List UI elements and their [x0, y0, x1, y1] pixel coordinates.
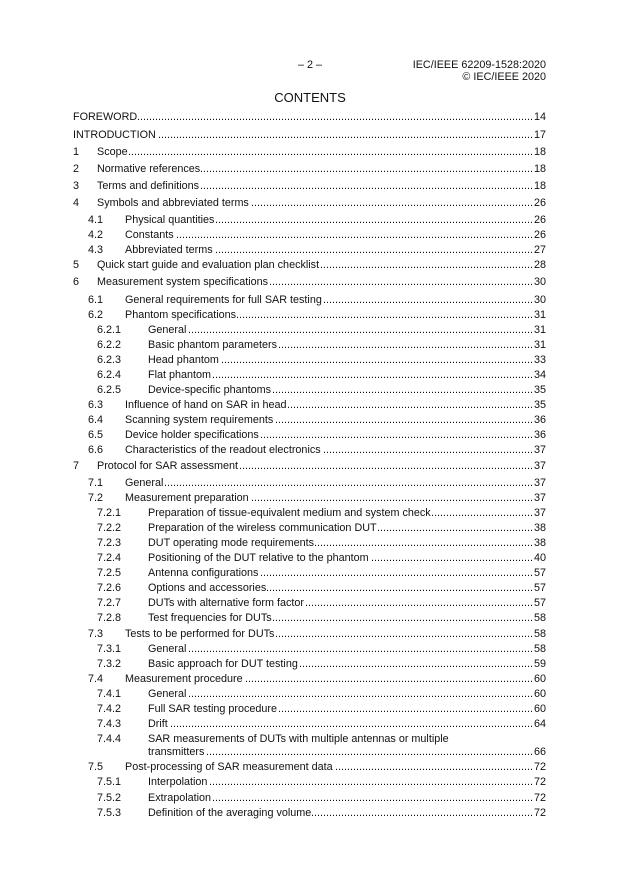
toc-entry-number: 7.3 [88, 627, 104, 640]
toc-entry-page: 36 [533, 429, 546, 442]
toc-entry-title: Symbols and abbreviated terms [97, 196, 249, 209]
toc-leader-dots [148, 643, 533, 656]
toc-leader-dots [97, 146, 533, 159]
toc-entry[interactable] [73, 398, 546, 413]
toc-entry-page: 57 [533, 597, 546, 610]
toc-entry-title: Antenna configurations [148, 567, 259, 580]
document-identifier: IEC/IEEE 62209-1528:2020 [412, 59, 546, 71]
toc-entry[interactable] [73, 353, 546, 368]
toc-entry-number: 6.2.2 [97, 338, 122, 351]
toc-entry-page: 26 [533, 196, 546, 209]
toc-entry-number: 6.2.5 [97, 384, 122, 397]
toc-entry-title: DUTs with alternative form factor [148, 597, 305, 610]
toc-entry[interactable] [73, 657, 546, 672]
toc-entry-page: 38 [533, 521, 546, 534]
toc-entry[interactable] [73, 806, 546, 821]
toc-entry-page: 64 [533, 718, 546, 731]
toc-entry-title: General [125, 476, 164, 489]
toc-entry-page: 37 [533, 491, 546, 504]
toc-entry-body [125, 492, 546, 505]
toc-entry-title: General [148, 687, 187, 700]
toc-entry-number: 7.4 [88, 672, 104, 685]
toc-entry-body [73, 111, 546, 124]
toc-entry-body [148, 354, 546, 367]
toc-entry-title: Positioning of the DUT relative to the phantom [148, 552, 369, 565]
toc-entry-number: 7.5 [88, 761, 104, 774]
toc-entry[interactable] [73, 536, 546, 551]
toc-entry[interactable] [73, 258, 546, 273]
toc-entry[interactable] [73, 308, 546, 323]
toc-entry-number: 7.3.1 [97, 642, 122, 655]
toc-entry[interactable] [73, 476, 546, 491]
toc-entry-number: 7.5.2 [97, 791, 122, 804]
toc-entry[interactable] [73, 338, 546, 353]
toc-entry[interactable] [73, 110, 546, 125]
toc-entry-body [148, 324, 546, 337]
toc-entry-title: Normative references [97, 162, 201, 175]
toc-entry-body [148, 597, 546, 610]
toc-entry-page: 37 [533, 506, 546, 519]
toc-entry-body [125, 244, 546, 257]
toc-entry-title: Basic approach for DUT testing [148, 657, 298, 670]
header-right-block [413, 59, 546, 83]
toc-entry-body [97, 146, 546, 159]
toc-leader-dots [125, 229, 533, 242]
toc-entry-number: 5 [73, 259, 80, 272]
toc-entry-number: 4.1 [88, 214, 104, 227]
toc-entry-body [97, 163, 546, 176]
toc-entry-number: 7.4.3 [97, 718, 122, 731]
toc-entry-body [148, 612, 546, 625]
toc-entry-page: 66 [533, 746, 546, 759]
toc-entry[interactable] [73, 383, 546, 398]
toc-entry-title: Phantom specifications [125, 308, 237, 321]
toc-entry-body [97, 460, 546, 473]
toc-entry[interactable] [73, 506, 546, 521]
toc-entry[interactable] [73, 702, 546, 717]
toc-entry-title: Measurement system specifications [97, 276, 269, 289]
toc-entry-body [148, 643, 546, 656]
toc-leader-dots [148, 746, 533, 759]
toc-entry-title: Device holder specifications [125, 429, 259, 442]
toc-entry[interactable] [73, 413, 546, 428]
toc-entry[interactable] [73, 292, 546, 307]
toc-entry-page: 33 [533, 353, 546, 366]
toc-entry-number: 7.4.1 [97, 687, 122, 700]
toc-entry-page: 18 [533, 162, 546, 175]
toc-entry-page: 26 [533, 214, 546, 227]
toc-entry[interactable] [73, 323, 546, 338]
toc-entry-title: Definition of the averaging volume [148, 806, 312, 819]
toc-entry[interactable] [73, 243, 546, 258]
toc-entry-title: INTRODUCTION [73, 128, 156, 141]
toc-entry-page: 14 [533, 111, 546, 124]
toc-entry-page: 72 [533, 806, 546, 819]
toc-entry-title: General [148, 323, 187, 336]
toc-entry-title: Basic phantom parameters [148, 338, 278, 351]
toc-entry-number: 4.2 [88, 229, 104, 242]
toc-entry-body [148, 552, 546, 565]
toc-entry-body [148, 522, 546, 535]
toc-entry[interactable] [73, 491, 546, 506]
toc-entry-page: 37 [533, 459, 546, 472]
toc-entry-page: 31 [533, 308, 546, 321]
toc-entry[interactable] [73, 145, 546, 160]
toc-entry[interactable] [73, 213, 546, 228]
toc-entry[interactable] [73, 443, 546, 458]
toc-entry[interactable] [73, 581, 546, 596]
toc-leader-dots [125, 477, 533, 490]
toc-entry-body [125, 294, 546, 307]
toc-entry-number: 7.2 [88, 491, 104, 504]
toc-entry-number: 7 [73, 459, 80, 472]
toc-entry-body [125, 214, 546, 227]
toc-leader-dots [148, 718, 533, 731]
toc-entry[interactable] [73, 196, 546, 211]
toc-entry-page: 40 [533, 552, 546, 565]
toc-entry-page: 17 [533, 128, 546, 141]
toc-entry-number: 6.1 [88, 293, 104, 306]
toc-entry-number: 7.5.1 [97, 776, 122, 789]
toc-entry-page: 36 [533, 414, 546, 427]
toc-entry-number: 6.6 [88, 444, 104, 457]
toc-entry-page: 38 [533, 537, 546, 550]
toc-entry-page: 18 [533, 145, 546, 158]
toc-entry-page: 60 [533, 672, 546, 685]
toc-entry-number: 6 [73, 276, 80, 289]
toc-entry[interactable] [73, 228, 546, 243]
toc-entry[interactable] [73, 732, 546, 760]
toc-entry[interactable] [73, 551, 546, 566]
toc-entry-number: 7.5.3 [97, 806, 122, 819]
toc-entry-number: 7.2.4 [97, 552, 122, 565]
toc-entry[interactable] [73, 790, 546, 805]
toc-entry-number: 3 [73, 179, 80, 192]
toc-entry-title: Flat phantom [148, 368, 212, 381]
copyright-notice: © IEC/IEEE 2020 [462, 71, 546, 83]
toc-entry-number: 7.2.7 [97, 597, 122, 610]
toc-entry-body [97, 276, 546, 289]
toc-entry-page: 57 [533, 582, 546, 595]
toc-entry-title: Abbreviated terms [125, 244, 213, 257]
toc-entry-number: 7.1 [88, 476, 104, 489]
toc-entry-page: 34 [533, 368, 546, 381]
toc-entry-body [73, 129, 546, 142]
toc-entry-body [125, 229, 546, 242]
toc-entry-body [148, 384, 546, 397]
toc-entry-title: Constants [125, 229, 174, 242]
toc-entry[interactable] [73, 128, 546, 143]
toc-entry-number: 7.2.1 [97, 506, 122, 519]
toc-entry-number: 4 [73, 196, 80, 209]
toc-entry-body [148, 703, 546, 716]
toc-entry-title: Preparation of the wireless communication DUT [148, 521, 377, 534]
toc-entry-title: General requirements for full SAR testing [125, 293, 322, 306]
toc-entry-number: 7.3.2 [97, 657, 122, 670]
toc-entry-number: 7.4.4 [97, 733, 122, 746]
toc-entry-title: Drift [148, 718, 168, 731]
toc-entry-number: 7.4.2 [97, 703, 122, 716]
toc-entry[interactable] [73, 179, 546, 194]
toc-entry-body [148, 792, 546, 805]
toc-entry-body [148, 507, 546, 520]
page-title: CONTENTS [274, 89, 346, 105]
toc-entry-body [148, 567, 546, 580]
toc-entry-page: 72 [533, 791, 546, 804]
toc-entry-title: Device-specific phantoms [148, 384, 272, 397]
toc-entry[interactable] [73, 611, 546, 626]
table-of-contents [73, 110, 546, 820]
toc-entry[interactable] [73, 162, 546, 177]
toc-entry-title: Scope [97, 145, 128, 158]
toc-entry-title: Interpolation [148, 776, 208, 789]
toc-entry-number: 6.2.1 [97, 323, 122, 336]
toc-entry-number: 6.2.4 [97, 368, 122, 381]
toc-entry-page: 57 [533, 567, 546, 580]
toc-entry-page: 18 [533, 179, 546, 192]
toc-entry-page: 72 [533, 761, 546, 774]
toc-entry-body [148, 776, 546, 789]
toc-entry-title: Scanning system requirements [125, 414, 274, 427]
toc-entry-body [125, 414, 546, 427]
toc-entry[interactable] [73, 760, 546, 775]
toc-entry-body [125, 673, 546, 686]
toc-entry-title: Full SAR testing procedure [148, 703, 278, 716]
toc-entry-title: Characteristics of the readout electronics [125, 444, 321, 457]
toc-entry-body [148, 339, 546, 352]
toc-entry[interactable] [73, 275, 546, 290]
toc-entry-title: Measurement preparation [125, 491, 249, 504]
toc-entry-page: 27 [533, 244, 546, 257]
toc-entry-number: 7.2.8 [97, 612, 122, 625]
toc-entry-title: DUT operating mode requirements [148, 537, 315, 550]
toc-entry-number: 7.2.2 [97, 521, 122, 534]
page-number-header: – 2 – [297, 59, 322, 71]
toc-entry-title: Preparation of tissue-equivalent medium and system check [148, 506, 431, 519]
toc-entry-title: Options and accessories [148, 582, 267, 595]
toc-entry-body [97, 180, 546, 193]
toc-entry[interactable] [73, 717, 546, 732]
toc-entry[interactable] [73, 775, 546, 790]
toc-entry-body [148, 718, 546, 731]
toc-entry[interactable] [73, 596, 546, 611]
toc-entry-body [125, 761, 546, 774]
toc-entry-number: 6.4 [88, 414, 104, 427]
toc-entry-page: 30 [533, 293, 546, 306]
toc-entry-page: 31 [533, 323, 546, 336]
toc-entry-body [148, 369, 546, 382]
toc-entry-body [125, 444, 546, 457]
toc-entry-title: General [148, 642, 187, 655]
toc-entry-page: 31 [533, 338, 546, 351]
toc-entry-title: Terms and definitions [97, 179, 200, 192]
toc-entry[interactable] [73, 428, 546, 443]
toc-entry-page: 58 [533, 612, 546, 625]
toc-entry-number: 6.5 [88, 429, 104, 442]
toc-entry-title: Influence of hand on SAR in head [125, 399, 287, 412]
toc-entry-body [148, 733, 546, 759]
toc-entry-page: 26 [533, 229, 546, 242]
toc-leader-dots [148, 688, 533, 701]
toc-entry-number: 1 [73, 145, 80, 158]
toc-entry-page: 30 [533, 276, 546, 289]
toc-entry[interactable] [73, 521, 546, 536]
toc-entry-number: 2 [73, 162, 80, 175]
toc-entry-title: Tests to be performed for DUTs [125, 627, 275, 640]
toc-entry-title: Head phantom [148, 353, 219, 366]
toc-entry-page: 35 [533, 384, 546, 397]
toc-entry[interactable] [73, 459, 546, 474]
toc-entry-page: 59 [533, 657, 546, 670]
toc-entry-body [125, 477, 546, 490]
toc-entry[interactable] [73, 368, 546, 383]
toc-entry-body [148, 807, 546, 820]
toc-entry-number: 7.2.6 [97, 582, 122, 595]
toc-entry-body [97, 197, 546, 210]
toc-entry-title: Extrapolation [148, 791, 212, 804]
toc-entry-number: 7.2.3 [97, 537, 122, 550]
toc-entry-page: 58 [533, 627, 546, 640]
toc-entry-title: Post-processing of SAR measurement data [125, 761, 333, 774]
toc-entry-title: Protocol for SAR assessment [97, 459, 239, 472]
toc-entry-title: Test frequencies for DUTs [148, 612, 272, 625]
toc-entry[interactable] [73, 566, 546, 581]
toc-entry-body [148, 658, 546, 671]
toc-entry-body [125, 628, 546, 641]
toc-leader-dots [73, 111, 533, 124]
toc-entry-number: 4.3 [88, 244, 104, 257]
toc-entry-body [97, 259, 546, 272]
toc-entry-page: 37 [533, 444, 546, 457]
toc-entry[interactable] [73, 627, 546, 642]
toc-entry-title: Quick start guide and evaluation plan checklist [97, 259, 320, 272]
toc-entry-number: 6.3 [88, 399, 104, 412]
toc-entry-title: Physical quantities [125, 214, 215, 227]
toc-entry-page: 60 [533, 703, 546, 716]
toc-entry-number: 6.2.3 [97, 353, 122, 366]
toc-entry-body [148, 537, 546, 550]
toc-entry-body [125, 309, 546, 322]
toc-entry[interactable] [73, 642, 546, 657]
toc-entry-page: 58 [533, 642, 546, 655]
toc-entry-title: SAR measurements of DUTs with multiple antennas or multiple transmitters [148, 733, 449, 759]
toc-entry-body [148, 688, 546, 701]
toc-entry-body [125, 429, 546, 442]
toc-entry-body [148, 582, 546, 595]
toc-entry[interactable] [73, 687, 546, 702]
toc-entry-page: 35 [533, 399, 546, 412]
toc-entry-number: 6.2 [88, 308, 104, 321]
toc-entry[interactable] [73, 672, 546, 687]
toc-entry-page: 60 [533, 687, 546, 700]
toc-entry-title: Measurement procedure [125, 672, 243, 685]
toc-entry-page: 37 [533, 476, 546, 489]
toc-entry-page: 28 [533, 259, 546, 272]
toc-leader-dots [148, 324, 533, 337]
toc-entry-page: 72 [533, 776, 546, 789]
toc-entry-number: 7.2.5 [97, 567, 122, 580]
toc-entry-title: FOREWORD [73, 111, 138, 124]
toc-entry-body [125, 399, 546, 412]
